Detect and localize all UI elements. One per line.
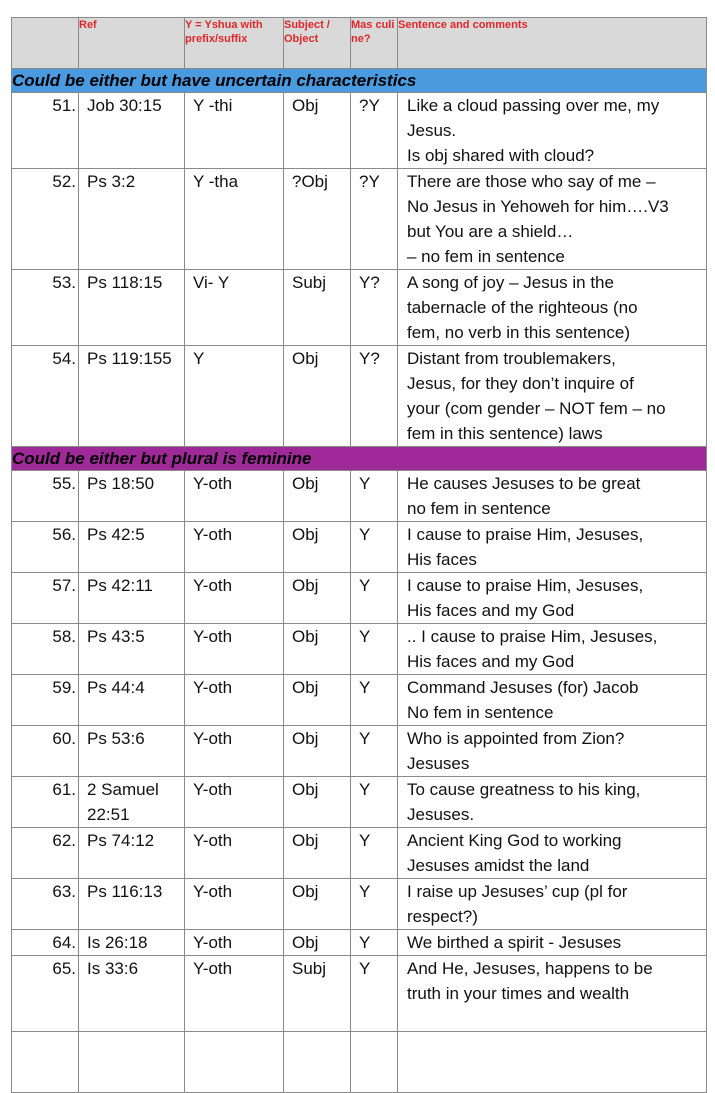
subject-object-cell: Obj — [284, 624, 351, 675]
sentence-line: Distant from troublemakers, — [407, 349, 616, 368]
row-number: 58. — [12, 624, 79, 675]
ref-cell: Ps 42:11 — [79, 573, 185, 624]
row-number: 63. — [12, 879, 79, 930]
row-number: 53. — [12, 270, 79, 346]
yshua-form-cell: Y-oth — [185, 726, 284, 777]
sentence-line: His faces and my God — [407, 601, 575, 620]
table-row — [12, 573, 707, 624]
ref-cell: Ps 119:155 — [79, 346, 185, 447]
table-row — [12, 270, 707, 346]
header-masculine: Mas culi ne? — [351, 18, 398, 69]
masculine-cell: Y — [351, 675, 398, 726]
sentence-cell — [398, 522, 707, 573]
sentence-cell — [398, 879, 707, 930]
ref-cell: Ps 74:12 — [79, 828, 185, 879]
sentence-cell — [398, 777, 707, 828]
empty-cell — [185, 1032, 284, 1093]
yshua-form-cell: Y-oth — [185, 624, 284, 675]
sentence-line: Jesuses amidst the land — [407, 856, 590, 875]
sentence-line: And He, Jesuses, happens to be — [407, 959, 653, 978]
yshua-form-cell: Y-oth — [185, 879, 284, 930]
sentence-line: respect?) — [407, 907, 478, 926]
masculine-cell: Y? — [351, 346, 398, 447]
masculine-cell: Y — [351, 879, 398, 930]
yshua-form-cell: Y-oth — [185, 777, 284, 828]
sentence-cell — [398, 726, 707, 777]
masculine-cell: Y? — [351, 270, 398, 346]
sentence-line: His faces and my God — [407, 652, 575, 671]
sentence-line: Who is appointed from Zion? — [407, 729, 625, 748]
subject-object-cell: Obj — [284, 675, 351, 726]
ref-cell: Ps 3:2 — [79, 169, 185, 270]
subject-object-cell: Obj — [284, 828, 351, 879]
sentence-line: truth in your times and wealth — [407, 984, 630, 1003]
ref-cell: Ps 18:50 — [79, 471, 185, 522]
subject-object-cell: Subj — [284, 956, 351, 1032]
sentence-line: Command Jesuses (for) Jacob — [407, 678, 639, 697]
table-row — [12, 879, 707, 930]
sentence-line: He causes Jesuses to be great — [407, 474, 641, 493]
table-row — [12, 93, 707, 169]
sentence-line: No fem in sentence — [407, 703, 554, 722]
sentence-cell — [398, 624, 707, 675]
yshua-form-cell: Vi- Y — [185, 270, 284, 346]
table-row — [12, 930, 707, 956]
row-number: 51. — [12, 93, 79, 169]
yshua-form-cell: Y — [185, 346, 284, 447]
sentence-line: Jesus, for they don’t inquire of — [407, 374, 634, 393]
row-number: 64. — [12, 930, 79, 956]
table-row — [12, 471, 707, 522]
empty-row — [12, 1032, 707, 1093]
yshua-form-cell: Y -thi — [185, 93, 284, 169]
header-yshua: Y = Yshua with prefix/suffix — [185, 18, 284, 69]
masculine-cell: ?Y — [351, 93, 398, 169]
yshua-form-cell: Y-oth — [185, 522, 284, 573]
sentence-line: A song of joy – Jesus in the — [407, 273, 614, 292]
subject-object-cell: Obj — [284, 726, 351, 777]
ref-cell: Ps 116:13 — [79, 879, 185, 930]
yshua-form-cell: Y-oth — [185, 828, 284, 879]
table-row — [12, 624, 707, 675]
sentence-line: We birthed a spirit - Jesuses — [407, 933, 622, 952]
row-number: 54. — [12, 346, 79, 447]
row-number: 59. — [12, 675, 79, 726]
subject-object-cell: ?Obj — [284, 169, 351, 270]
empty-cell — [284, 1032, 351, 1093]
sentence-cell — [398, 169, 707, 270]
subject-object-cell: Obj — [284, 93, 351, 169]
header-ref: Ref — [79, 18, 185, 69]
sentence-line: Jesuses. — [407, 805, 475, 824]
masculine-cell: Y — [351, 573, 398, 624]
sentence-line: Jesus. — [407, 121, 457, 140]
reference-table — [11, 17, 707, 1093]
empty-cell — [351, 1032, 398, 1093]
row-number: 57. — [12, 573, 79, 624]
masculine-cell: Y — [351, 777, 398, 828]
table-row — [12, 828, 707, 879]
empty-cell — [79, 1032, 185, 1093]
empty-cell — [12, 1032, 79, 1093]
yshua-form-cell: Y-oth — [185, 956, 284, 1032]
sentence-line: I raise up Jesuses’ cup (pl for — [407, 882, 628, 901]
subject-object-cell: Obj — [284, 930, 351, 956]
sentence-line: fem, no verb in this sentence) — [407, 323, 631, 342]
table-row — [12, 169, 707, 270]
sentence-cell — [398, 346, 707, 447]
row-number: 52. — [12, 169, 79, 270]
subject-object-cell: Obj — [284, 573, 351, 624]
row-number: 65. — [12, 956, 79, 1032]
ref-cell: Is 33:6 — [79, 956, 185, 1032]
ref-cell: Ps 44:4 — [79, 675, 185, 726]
row-number: 62. — [12, 828, 79, 879]
sentence-line: No Jesus in Yehoweh for him….V3 — [407, 197, 669, 216]
masculine-cell: Y — [351, 522, 398, 573]
ref-cell: 2 Samuel 22:51 — [79, 777, 185, 828]
row-number: 55. — [12, 471, 79, 522]
sentence-line: To cause greatness to his king, — [407, 780, 641, 799]
table-row — [12, 956, 707, 1032]
sentence-line: I cause to praise Him, Jesuses, — [407, 525, 644, 544]
sentence-cell — [398, 573, 707, 624]
yshua-form-cell: Y-oth — [185, 675, 284, 726]
empty-cell — [398, 1032, 707, 1093]
yshua-form-cell: Y-oth — [185, 471, 284, 522]
yshua-form-cell: Y-oth — [185, 930, 284, 956]
sentence-line: Jesuses — [407, 754, 470, 773]
masculine-cell: ?Y — [351, 169, 398, 270]
table-row — [12, 777, 707, 828]
sentence-line: – no fem in sentence — [407, 247, 565, 266]
sentence-line: His faces — [407, 550, 477, 569]
section-header-row — [12, 69, 707, 93]
sentence-line: but You are a shield… — [407, 222, 574, 241]
subject-object-cell: Obj — [284, 777, 351, 828]
section-title: Could be either but plural is feminine — [12, 447, 707, 471]
sentence-cell — [398, 675, 707, 726]
sentence-line: I cause to praise Him, Jesuses, — [407, 576, 644, 595]
section-title: Could be either but have uncertain characteristics — [12, 69, 707, 93]
sentence-line: fem in this sentence) laws — [407, 424, 603, 443]
masculine-cell: Y — [351, 726, 398, 777]
sentence-line: tabernacle of the righteous (no — [407, 298, 638, 317]
sentence-line: Ancient King God to working — [407, 831, 622, 850]
sentence-cell — [398, 956, 707, 1032]
sentence-line: Like a cloud passing over me, my — [407, 96, 660, 115]
sentence-line: There are those who say of me – — [407, 172, 656, 191]
masculine-cell: Y — [351, 956, 398, 1032]
header-row — [12, 18, 707, 69]
subject-object-cell: Obj — [284, 522, 351, 573]
table-row — [12, 675, 707, 726]
row-number: 61. — [12, 777, 79, 828]
sentence-cell — [398, 471, 707, 522]
subject-object-cell: Obj — [284, 879, 351, 930]
ref-cell: Ps 53:6 — [79, 726, 185, 777]
subject-object-cell: Obj — [284, 471, 351, 522]
table-row — [12, 522, 707, 573]
ref-cell: Ps 118:15 — [79, 270, 185, 346]
section-header-row — [12, 447, 707, 471]
ref-cell: Is 26:18 — [79, 930, 185, 956]
masculine-cell: Y — [351, 930, 398, 956]
ref-cell: Job 30:15 — [79, 93, 185, 169]
sentence-line: your (com gender – NOT fem – no — [407, 399, 666, 418]
masculine-cell: Y — [351, 471, 398, 522]
table-row — [12, 346, 707, 447]
row-number: 60. — [12, 726, 79, 777]
sentence-cell — [398, 828, 707, 879]
sentence-line: Is obj shared with cloud? — [407, 146, 595, 165]
yshua-form-cell: Y-oth — [185, 573, 284, 624]
table-row — [12, 726, 707, 777]
sentence-line: .. I cause to praise Him, Jesuses, — [407, 627, 658, 646]
ref-cell: Ps 42:5 — [79, 522, 185, 573]
header-subject-object: Subject / Object — [284, 18, 351, 69]
yshua-form-cell: Y -tha — [185, 169, 284, 270]
subject-object-cell: Subj — [284, 270, 351, 346]
masculine-cell: Y — [351, 624, 398, 675]
subject-object-cell: Obj — [284, 346, 351, 447]
header-num — [12, 18, 79, 69]
sentence-line: no fem in sentence — [407, 499, 551, 518]
ref-cell: Ps 43:5 — [79, 624, 185, 675]
sentence-cell — [398, 930, 707, 956]
masculine-cell: Y — [351, 828, 398, 879]
header-sentence: Sentence and comments — [398, 18, 707, 69]
row-number: 56. — [12, 522, 79, 573]
sentence-cell — [398, 270, 707, 346]
sentence-cell — [398, 93, 707, 169]
